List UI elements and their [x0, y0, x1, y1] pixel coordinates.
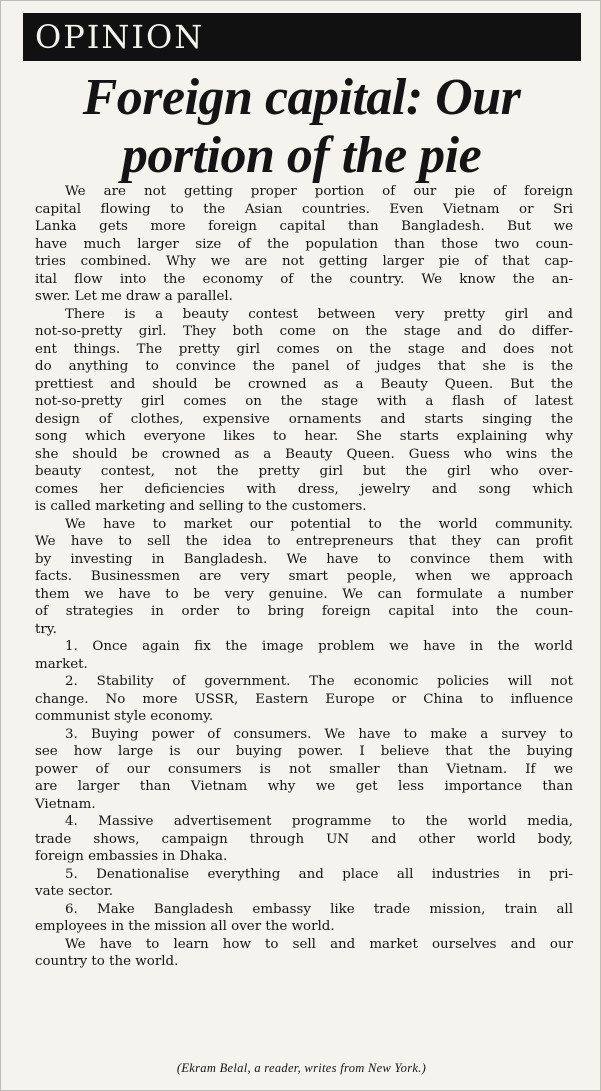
text-line: power of our consumers is not smaller than Vietnam. If we	[35, 761, 573, 777]
text-line: have much larger size of the population than those two coun-	[35, 236, 573, 252]
text-line: foreign embassies in Dhaka.	[35, 849, 228, 864]
paragraph	[35, 726, 573, 814]
headline-line-2: portion of the pie	[121, 127, 482, 184]
headline	[1, 69, 601, 185]
text-line: employees in the mission all over the world.	[35, 919, 335, 934]
text-line: beauty contest, not the pretty girl but the girl who over-	[35, 464, 573, 479]
text-line: 3. Buying power of consumers. We have to make a survey to	[65, 726, 573, 742]
text-line: do anything to convince the panel of judges that she is the	[35, 359, 573, 374]
text-line: comes her deficiencies with dress, jewelry and song which	[35, 481, 573, 497]
text-line: tries combined. Why we are not getting larger pie of that cap-	[35, 254, 573, 269]
text-line: is called marketing and selling to the customers.	[35, 499, 367, 514]
section-banner: OPINION	[23, 13, 581, 61]
text-line: vate sector.	[35, 884, 114, 899]
text-line: of strategies in order to bring foreign capital into the coun-	[35, 604, 573, 619]
text-line: 4. Massive advertisement programme to the world media,	[65, 814, 573, 829]
text-line: capital flowing to the Asian countries. Even Vietnam or Sri	[35, 201, 573, 217]
text-line: We have to sell the idea to entrepreneurs that they can profit	[35, 534, 573, 549]
text-line: 2. Stability of government. The economic policies will not	[65, 674, 573, 689]
text-line: We have to market our potential to the world community.	[65, 516, 573, 532]
text-line: country to the world.	[35, 954, 179, 969]
text-line: 5. Denationalise everything and place all industries in pri-	[65, 866, 573, 882]
paragraph	[35, 673, 573, 726]
paragraph	[35, 901, 573, 936]
text-line: There is a beauty contest between very pretty girl and	[65, 306, 573, 322]
text-line: by investing in Bangladesh. We have to convince them with	[35, 551, 573, 567]
text-line: We are not getting proper portion of our pie of foreign	[65, 184, 573, 199]
text-line: Lanka gets more foreign capital than Bangladesh. But we	[35, 219, 573, 234]
paragraph	[35, 306, 573, 516]
byline: (Ekram Belal, a reader, writes from New York.)	[176, 1061, 427, 1075]
text-line: communist style economy.	[35, 709, 214, 724]
paragraph	[35, 813, 573, 866]
text-line: not-so-pretty girl comes on the stage with a flash of latest	[35, 394, 573, 409]
paragraph	[35, 936, 573, 971]
text-line: song which everyone likes to hear. She starts explaining why	[35, 429, 573, 444]
text-line: see how large is our buying power. I believe that the buying	[35, 744, 573, 759]
text-line: facts. Businessmen are very smart people, when we approach	[35, 569, 573, 584]
text-line: market.	[35, 656, 88, 672]
text-line: 6. Make Bangladesh embassy like trade mission, train all	[65, 901, 573, 917]
text-line: are larger than Vietnam why we get less importance than	[35, 779, 573, 794]
text-line: them we have to be very genuine. We can formulate a number	[35, 586, 573, 602]
text-line: try.	[35, 621, 57, 637]
text-line: ent things. The pretty girl comes on the stage and does not	[35, 341, 573, 357]
article-body	[35, 183, 573, 971]
text-line: ital flow into the economy of the country. We know the an-	[35, 271, 573, 287]
text-line: change. No more USSR, Eastern Europe or China to influence	[35, 691, 573, 707]
text-line: swer. Let me draw a parallel.	[35, 289, 233, 304]
text-line: not-so-pretty girl. They both come on the stage and do differ-	[35, 324, 573, 339]
paragraph	[35, 638, 573, 673]
text-line: design of clothes, expensive ornaments and starts singing the	[35, 411, 573, 427]
paragraph	[35, 516, 573, 639]
text-line: she should be crowned as a Beauty Queen. Guess who wins the	[35, 446, 573, 462]
text-line: prettiest and should be crowned as a Beauty Queen. But the	[35, 376, 573, 392]
text-line: We have to learn how to sell and market ourselves and our	[65, 936, 573, 952]
text-line: Vietnam.	[35, 796, 96, 812]
paragraph	[35, 866, 573, 901]
text-line: trade shows, campaign through UN and other world body,	[35, 831, 573, 847]
text-line: 1. Once again fix the image problem we have in the world	[65, 639, 573, 654]
headline-line-1: Foreign capital: Our	[82, 69, 521, 126]
paragraph	[35, 183, 573, 306]
